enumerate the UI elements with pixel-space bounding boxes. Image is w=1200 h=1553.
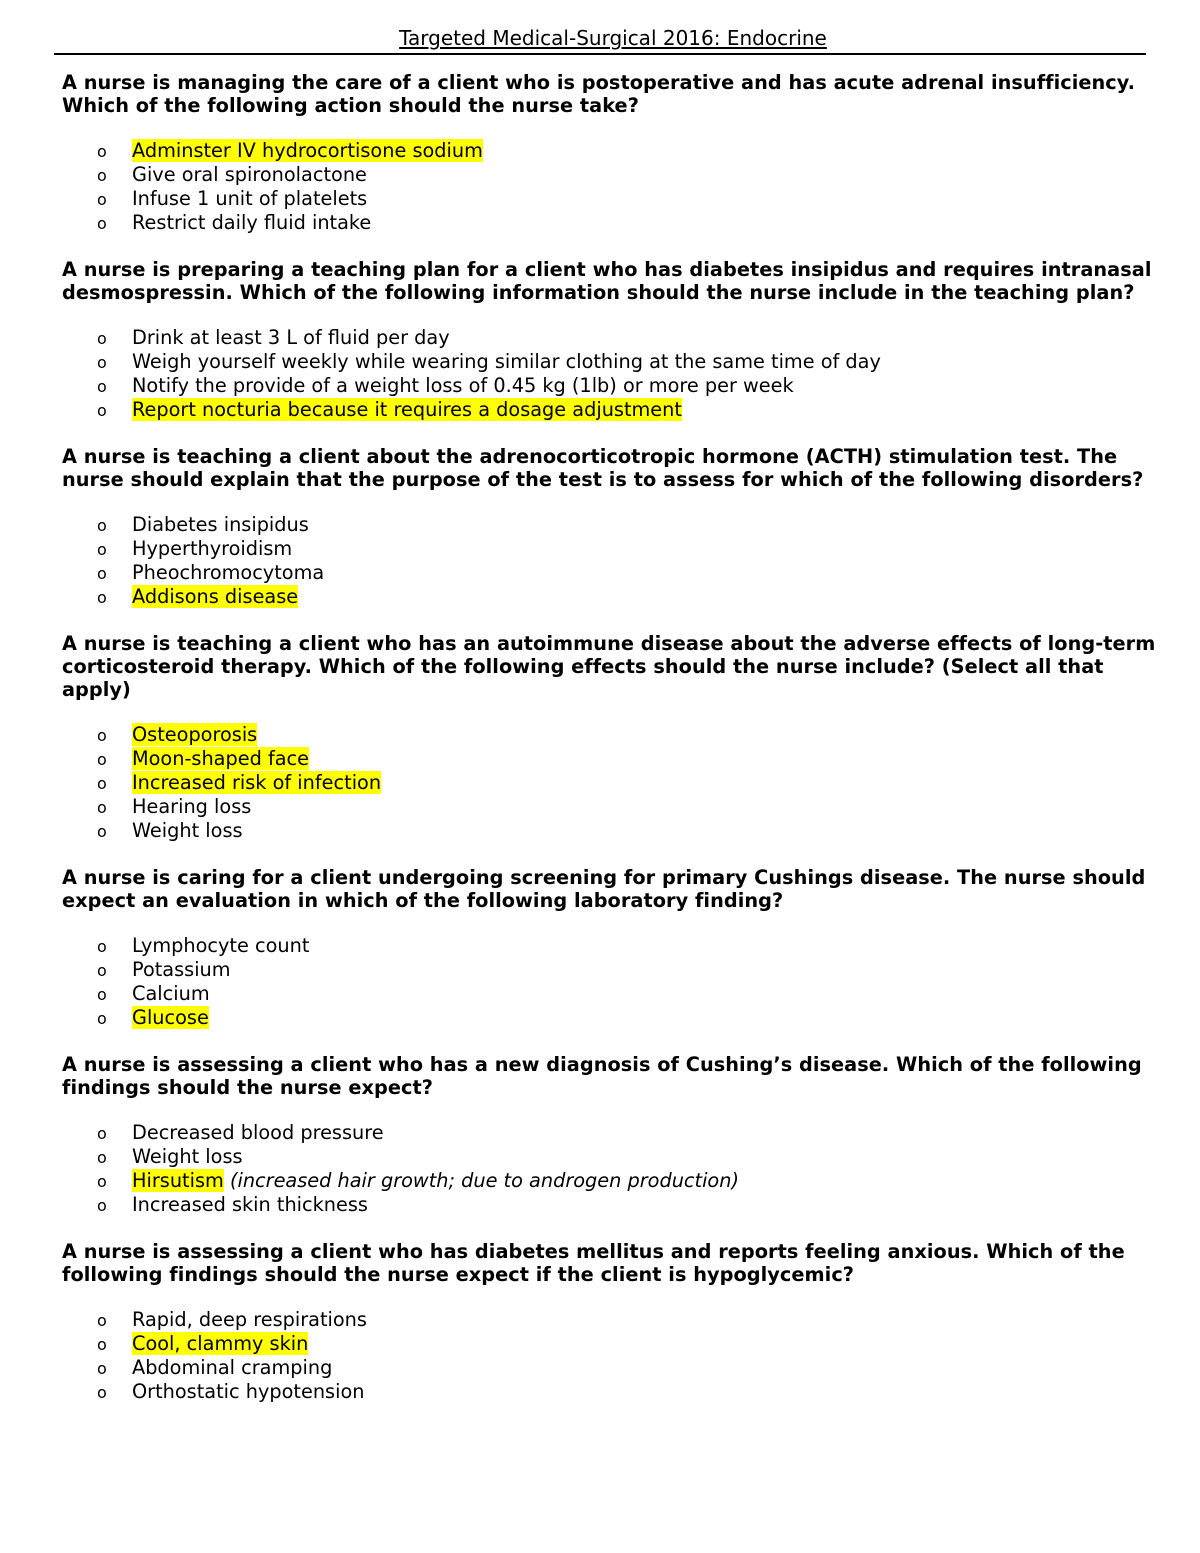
answer-option-text: Potassium [132, 958, 231, 981]
bullet-marker: o [97, 588, 107, 607]
bullet-marker: o [97, 798, 107, 817]
bullet-marker: o [97, 1009, 107, 1028]
answer-option [62, 398, 1172, 422]
answer-option-text-highlighted: Glucose [132, 1006, 209, 1029]
answer-option-text: Decreased blood pressure [132, 1121, 384, 1144]
bullet-marker: o [97, 401, 107, 420]
answer-options [62, 326, 1172, 422]
bullet-marker: o [97, 564, 107, 583]
answer-option-text: Weight loss [132, 1145, 243, 1168]
bullet-marker: o [97, 937, 107, 956]
answer-option-text: Diabetes insipidus [132, 513, 309, 536]
answer-option-text-highlighted: Hirsutism [132, 1169, 224, 1192]
answer-option [62, 163, 1172, 187]
bullet-marker: o [97, 214, 107, 233]
bullet-marker: o [97, 1383, 107, 1402]
bullet-marker: o [97, 1359, 107, 1378]
question-block [62, 445, 1172, 609]
answer-option [62, 723, 1172, 747]
answer-option [62, 771, 1172, 795]
answer-option-text-highlighted: Cool, clammy skin [132, 1332, 309, 1355]
answer-option-text: Abdominal cramping [132, 1356, 333, 1379]
bullet-marker: o [97, 1172, 107, 1191]
answer-option [62, 819, 1172, 843]
bullet-marker: o [97, 190, 107, 209]
answer-option [62, 1356, 1172, 1380]
answer-option [62, 958, 1172, 982]
answer-option [62, 1006, 1172, 1030]
question-text: A nurse is caring for a client undergoing screening for primary Cushings disease. The nurse should expect an evaluation in which of the following laboratory finding? [62, 866, 1146, 912]
bullet-marker: o [97, 774, 107, 793]
question-text: A nurse is assessing a client who has a new diagnosis of Cushing’s disease. Which of the following findings should the nurse expect? [62, 1053, 1142, 1099]
question-text: A nurse is teaching a client who has an autoimmune disease about the adverse effects of long-term corticosteroid therapy. Which of the following effects should the nurse include? (Select all that apply) [62, 632, 1156, 701]
answer-option-text: Hyperthyroidism [132, 537, 293, 560]
answer-option-text: Pheochromocytoma [132, 561, 325, 584]
answer-option [62, 1169, 1172, 1193]
answer-option-text-highlighted: Moon-shaped face [132, 747, 310, 770]
answer-option [62, 187, 1172, 211]
bullet-marker: o [97, 822, 107, 841]
answer-option-text: Calcium [132, 982, 210, 1005]
bullet-marker: o [97, 961, 107, 980]
bullet-marker: o [97, 353, 107, 372]
bullet-marker: o [97, 516, 107, 535]
answer-option [62, 374, 1172, 398]
question-block [62, 258, 1172, 422]
answer-options [62, 513, 1172, 609]
answer-option [62, 139, 1172, 163]
bullet-marker: o [97, 377, 107, 396]
answer-option [62, 795, 1172, 819]
answer-option [62, 1193, 1172, 1217]
answer-option [62, 982, 1172, 1006]
answer-option-text: Weight loss [132, 819, 243, 842]
answer-option-text-highlighted: Osteoporosis [132, 723, 258, 746]
answer-option [62, 326, 1172, 350]
answer-option-text: Restrict daily fluid intake [132, 211, 372, 234]
question-text: A nurse is managing the care of a client who is postoperative and has acute adrenal insufficiency. Which of the following action should the nurse take? [62, 71, 1135, 117]
question-list [62, 71, 1172, 1427]
bullet-marker: o [97, 1311, 107, 1330]
answer-options [62, 723, 1172, 843]
answer-options [62, 1308, 1172, 1404]
answer-option [62, 1332, 1172, 1356]
document-title: Targeted Medical-Surgical 2016: Endocrine [399, 26, 827, 50]
answer-option-text-highlighted: Addisons disease [132, 585, 299, 608]
question-block [62, 866, 1172, 1030]
bullet-marker: o [97, 750, 107, 769]
answer-option-text: Infuse 1 unit of platelets [132, 187, 368, 210]
answer-options [62, 1121, 1172, 1217]
bullet-marker: o [97, 142, 107, 161]
answer-options [62, 139, 1172, 235]
bullet-marker: o [97, 726, 107, 745]
answer-option [62, 747, 1172, 771]
answer-option-text: Rapid, deep respirations [132, 1308, 367, 1331]
answer-option [62, 561, 1172, 585]
answer-option-text: Lymphocyte count [132, 934, 310, 957]
answer-option [62, 537, 1172, 561]
bullet-marker: o [97, 1148, 107, 1167]
answer-option-text: Increased skin thickness [132, 1193, 368, 1216]
answer-option [62, 350, 1172, 374]
answer-option-note: (increased hair growth; due to androgen production) [229, 1169, 739, 1192]
question-block [62, 632, 1172, 843]
answer-option [62, 1121, 1172, 1145]
answer-option-text-highlighted: Increased risk of infection [132, 771, 382, 794]
answer-option-text: Give oral spironolactone [132, 163, 367, 186]
answer-option [62, 585, 1172, 609]
answer-option [62, 211, 1172, 235]
bullet-marker: o [97, 540, 107, 559]
title-divider [54, 53, 1146, 55]
answer-option-text: Orthostatic hypotension [132, 1380, 365, 1403]
bullet-marker: o [97, 166, 107, 185]
answer-option-text: Weigh yourself weekly while wearing similar clothing at the same time of day [132, 350, 881, 373]
question-text: A nurse is preparing a teaching plan for a client who has diabetes insipidus and requires intranasal desmospressin. Which of the following information should the nurse include in the teaching plan? [62, 258, 1152, 304]
answer-options [62, 934, 1172, 1030]
answer-option [62, 1380, 1172, 1404]
bullet-marker: o [97, 985, 107, 1004]
answer-option-text: Hearing loss [132, 795, 252, 818]
question-text: A nurse is teaching a client about the adrenocorticotropic hormone (ACTH) stimulation test. The nurse should explain that the purpose of the test is to assess for which of the following disorders? [62, 445, 1144, 491]
bullet-marker: o [97, 329, 107, 348]
bullet-marker: o [97, 1196, 107, 1215]
answer-option-text: Drink at least 3 L of fluid per day [132, 326, 450, 349]
answer-option-text-highlighted: Adminster IV hydrocortisone sodium [132, 139, 483, 162]
answer-option [62, 513, 1172, 537]
bullet-marker: o [97, 1335, 107, 1354]
answer-option [62, 1145, 1172, 1169]
question-block [62, 1240, 1172, 1404]
answer-option-text: Notify the provide of a weight loss of 0.45 kg (1lb) or more per week [132, 374, 794, 397]
answer-option [62, 934, 1172, 958]
answer-option-text-highlighted: Report nocturia because it requires a dosage adjustment [132, 398, 682, 421]
question-block [62, 71, 1172, 235]
answer-option [62, 1308, 1172, 1332]
question-block [62, 1053, 1172, 1217]
bullet-marker: o [97, 1124, 107, 1143]
question-text: A nurse is assessing a client who has diabetes mellitus and reports feeling anxious. Which of the following findings should the nurse expect if the client is hypoglycemic? [62, 1240, 1125, 1286]
